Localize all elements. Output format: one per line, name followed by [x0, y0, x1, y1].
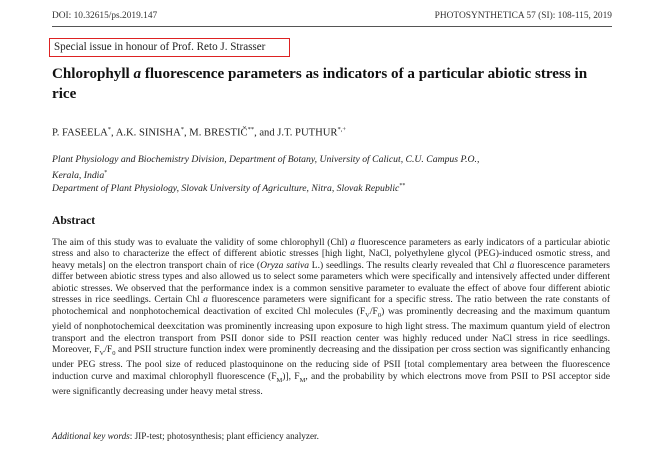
author-1: P. FASEELA: [52, 127, 108, 139]
keywords-list: : JIP-test; photosynthesis; plant efficiency analyzer.: [129, 431, 319, 441]
abstract-text: )], F: [282, 370, 300, 382]
keywords: [52, 431, 319, 441]
abstract-subscript: M: [276, 376, 283, 384]
author-3: , M. BRESTIČ: [183, 127, 248, 139]
abstract-italic: a: [203, 294, 208, 306]
abstract-text: , and the probability by which electrons move from PSII to PSI acceptor side were significantly decreasing under heavy metal stress.: [52, 370, 610, 398]
abstract-body: [52, 237, 610, 398]
abstract-subscript: 0: [377, 311, 382, 319]
abstract-subscript: 0: [112, 349, 116, 357]
abstract-text: and PSII structure function index were prominently decreasing and the dissipation per cross section was significantly enhancing under PEG stress. The pool size of reduced plastoquinone on the reducing side of PSII [total complementary area between the fluorescence induction curve and maximal chlorophyll fluorescence (F: [52, 343, 610, 382]
affiliation-2-mark: **: [399, 183, 406, 189]
abstract-heading: Abstract: [52, 214, 96, 227]
author-list: [52, 126, 346, 139]
abstract-subscript: M: [299, 376, 306, 384]
abstract-italic: a: [350, 237, 356, 248]
abstract-subscript: V: [365, 311, 370, 319]
author-4-mark: *,+: [337, 126, 346, 133]
title-italic: a: [133, 66, 142, 82]
abstract-text: fluorescence parameters as early indicators of a particular abiotic stress and also to characterize the effect of different abiotic stresses [high light, NaCl, polyethylene glycol (PEG)-induced osmotic stress, and heavy metals] on the electron transport chain of rice (: [52, 237, 610, 271]
author-2-mark: *: [180, 126, 184, 133]
affiliation-1-line1: Plant Physiology and Biochemistry Division, Department of Botany, University of Calicut, C.U. Campus P.O.,: [52, 154, 480, 165]
abstract-text: /F: [104, 343, 113, 355]
author-3-mark: **: [247, 126, 255, 133]
abstract-italic: a: [509, 259, 515, 271]
abstract-species: Oryza sativa: [260, 259, 309, 271]
paper-title: [52, 65, 612, 104]
author-4: , and J.T. PUTHUR: [254, 127, 338, 139]
keywords-label: Additional key words: [52, 431, 130, 441]
journal-citation: PHOTOSYNTHETICA 57 (SI): 108-115, 2019: [434, 11, 612, 21]
author-2: , A.K. SINISHA: [110, 127, 181, 139]
affiliation-2: [52, 180, 405, 196]
title-part2: fluorescence parameters as indicators of a particular abiotic stress in rice: [52, 66, 588, 102]
affiliation-2-text: Department of Plant Physiology, Slovak University of Agriculture, Nitra, Slovak Republic: [52, 183, 400, 195]
abstract-text: ) was prominently decreasing and the maximum quantum yield of nonphotochemical deexcitation was prominently increasing upon exposure to high light stress. The maximum quantum yield of electron transport and the electron transport from PSII donor side to PSII reaction center was highly reduced under NaCl stress in rice seedlings. Moreover, F: [52, 305, 610, 355]
author-1-mark: *: [107, 126, 111, 133]
abstract-text: /F: [369, 305, 378, 317]
abstract-subscript: V: [99, 349, 105, 357]
abstract-text: L.) seedlings. The results clearly revealed that Chl: [309, 259, 510, 271]
doi: DOI: 10.32615/ps.2019.147: [52, 11, 158, 21]
title-part1: Chlorophyll: [52, 66, 134, 82]
affiliation-1-mark: *: [104, 169, 108, 176]
abstract-text: fluorescence parameters were significant for a specific stress. The ratio between the rate constants of photochemical and nonphotochemical deactivation of excited Chl molecules (F: [52, 294, 611, 317]
affiliation-1-country: Kerala, India: [52, 169, 105, 181]
header-rule: [52, 26, 612, 27]
abstract-text: fluorescence parameters differ between abiotic stress types and also allowed us to select some parameters which were specifically and intensively affected under different abiotic stresses. We observed that the performance index is a common sensitive parameter to evaluate the effect of above four different abiotic stresses in rice seedlings. Certain Chl: [52, 259, 610, 306]
abstract-text: The aim of this study was to evaluate the validity of some chlorophyll (Chl): [52, 237, 351, 248]
special-issue-note: Special issue in honour of Prof. Reto J. Strasser: [49, 38, 290, 57]
